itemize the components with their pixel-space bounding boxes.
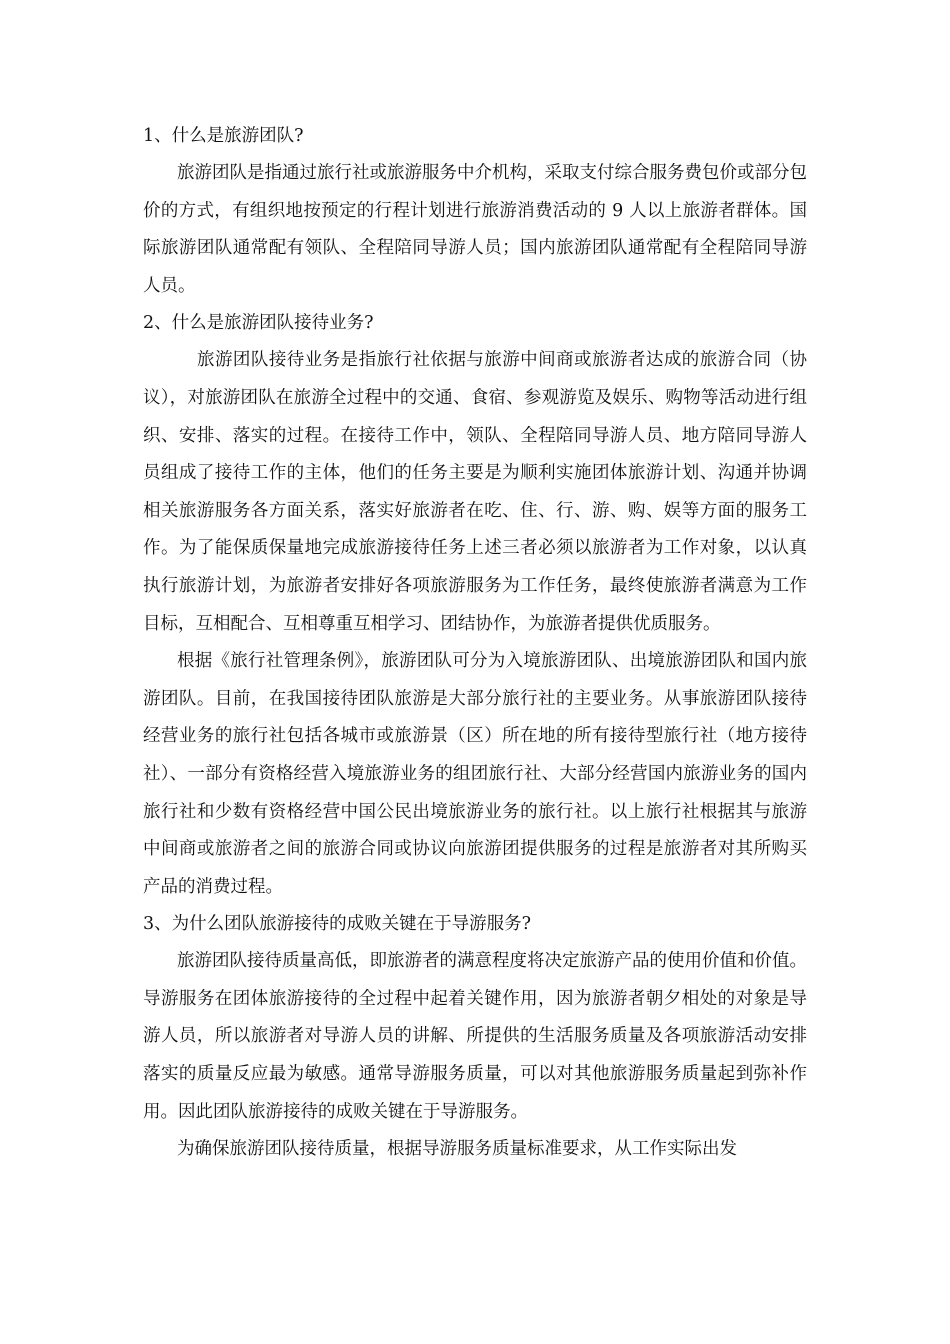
section-heading-1: 1、什么是旅游团队? [143,126,304,146]
paragraph-reception-business: 旅游团队接待业务是指旅行社依据与旅游中间商或旅游者达成的旅游合同（协议），对旅游团队在旅游全过程中的交通、食宿、参观游览及娱乐、购物等活动进行组织、安排、落实的过程。在接待工作中，领队、全程陪同导游人员、地方陪同导游人员组成了接待工作的主体，他们的任务主要是为顺利实施团体旅游计划、沟通并协调相关旅游服务各方面关系，落实好旅游者在吃、住、行、游、购、娱等方面的服务工作。为了能保质保量地完成旅游接待任务上述三者必须以旅游者为工作对象，以认真执行旅游计划，为旅游者安排好各项旅游服务为工作任务，最终使旅游者满意为工作目标，互相配合、互相尊重互相学习、团结协作，为旅游者提供优质服务。 [143,350,807,634]
paragraph-tour-group-definition: 旅游团队是指通过旅行社或旅游服务中介机构，采取支付综合服务费包价或部分包价的方式，有组织地按预定的行程计划进行旅游消费活动的 9 人以上旅游者群体。国际旅游团队通常配有领队、全程陪同导游人员；国内旅游团队通常配有全程陪同导游人员。 [143,163,807,296]
document-body [143,118,807,1169]
paragraph-quality-assurance: 为确保旅游团队接待质量，根据导游服务质量标准要求，从工作实际出发 [177,1139,737,1160]
paragraph-agency-regulations: 根据《旅行社管理条例》，旅游团队可分为入境旅游团队、出境旅游团队和国内旅游团队。目前，在我国接待团队旅游是大部分旅行社的主要业务。从事旅游团队接待经营业务的旅行社包括各城市或旅游景（区）所在地的所有接待型旅行社（地方接待社）、一部分有资格经营入境旅游业务的组团旅行社、大部分经营国内旅游业务的国内旅行社和少数有资格经营中国公民出境旅游业务的旅行社。以上旅行社根据其与旅游中间商或旅游者之间的旅游合同或协议向旅游团提供服务的过程是旅游者对其所购买产品的消费过程。 [143,651,807,897]
section-heading-2: 2、什么是旅游团队接待业务? [143,313,374,334]
paragraph-guide-service-key: 旅游团队接待质量高低，即旅游者的满意程度将决定旅游产品的使用价值和价值。导游服务在团体旅游接待的全过程中起着关键作用，因为旅游者朝夕相处的对象是导游人员，所以旅游者对导游人员的讲解、所提供的生活服务质量及各项旅游活动安排落实的质量反应最为敏感。通常导游服务质量，可以对其他旅游服务质量起到弥补作用。因此团队旅游接待的成败关键在于导游服务。 [143,951,807,1122]
section-heading-3: 3、为什么团队旅游接待的成败关键在于导游服务? [143,914,532,935]
